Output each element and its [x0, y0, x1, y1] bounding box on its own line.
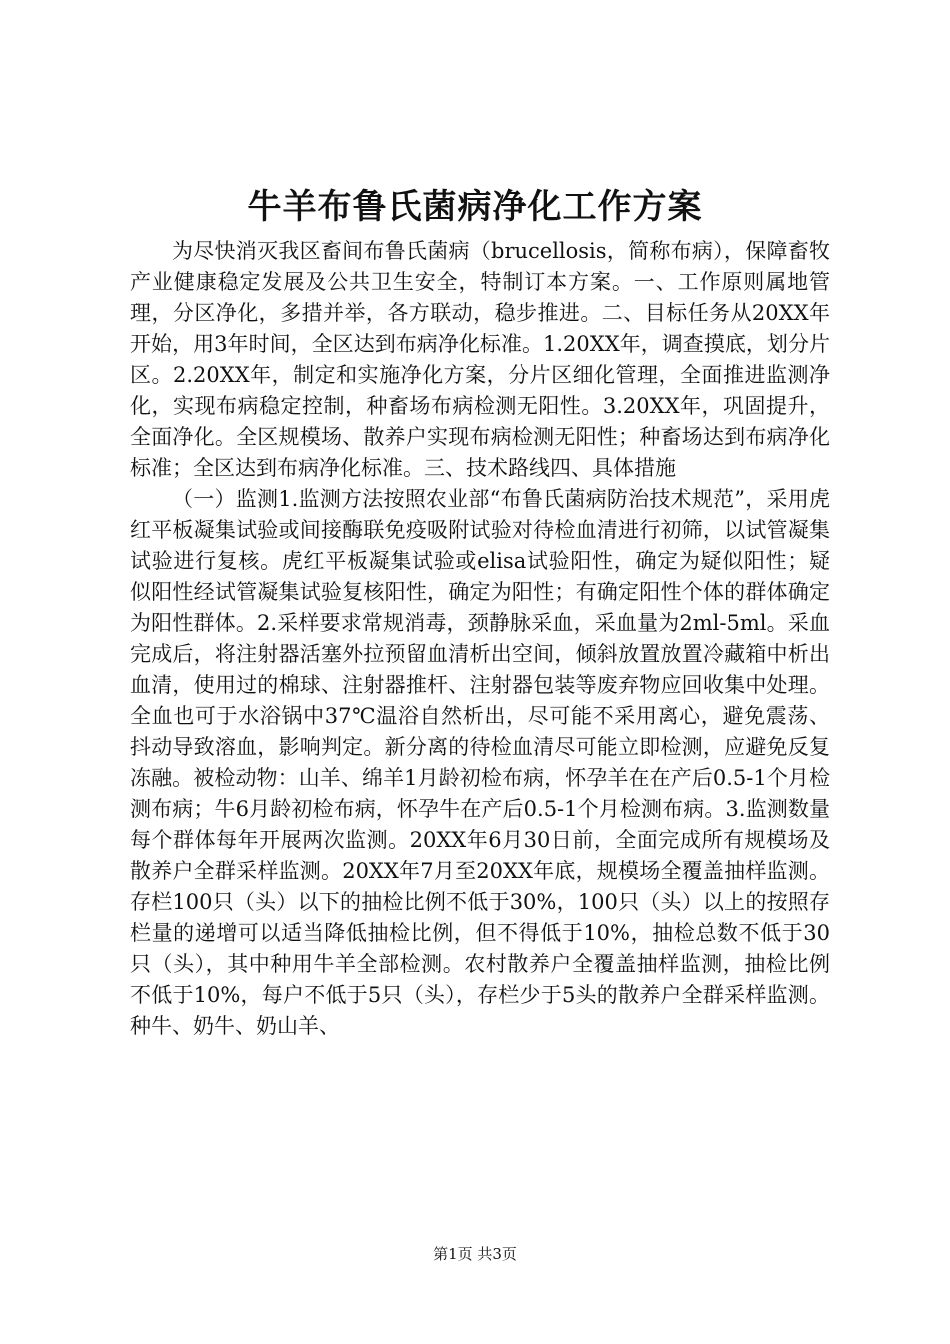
document-title: 牛羊布鲁氏菌病净化工作方案: [247, 187, 703, 227]
paragraph-intro: 为尽快消灭我区畜间布鲁氏菌病（brucellosis，简称布病），保障畜牧产业健康稳定发展及公共卫生安全，特制订本方案。一、工作原则属地管理，分区净化，多措并举，各方联动，稳步推进。二、目标任务从20XX年开始，用3年时间，全区达到布病净化标准。1.20XX年，调查摸底，划分片区。2.20XX年，制定和实施净化方案，分片区细化管理，全面推进监测净化，实现布病稳定控制，种畜场布病检测无阳性。3.20XX年，巩固提升，全面净化。全区规模场、散养户实现布病检测无阳性；种畜场达到布病净化标准；全区达到布病净化标准。三、技术路线四、具体措施: [130, 239, 830, 480]
paragraph-monitoring: （一）监测1.监测方法按照农业部“布鲁氏菌病防治技术规范”，采用虎红平板凝集试验或间接酶联免疫吸附试验对待检血清进行初筛，以试管凝集试验进行复核。虎红平板凝集试验或elisa试验阳性，确定为疑似阳性；疑似阳性经试管凝集试验复核阳性，确定为阳性；有确定阳性个体的群体确定为阳性群体。2.采样要求常规消毒，颈静脉采血，采血量为2ml-5ml。采血完成后，将注射器活塞外拉预留血清析出空间，倾斜放置放置冷藏箱中析出血清，使用过的棉球、注射器推杆、注射器包装等废弃物应回收集中处理。全血也可于水浴锅中37℃温浴自然析出，尽可能不采用离心，避免震荡、抖动导致溶血，影响判定。新分离的待检血清尽可能立即检测，应避免反复冻融。被检动物：山羊、绵羊1月龄初检布病，怀孕羊在在产后0.5-1个月检测布病；牛6月龄初检布病，怀孕牛在产后0.5-1个月检测布病。3.监测数量每个群体每年开展两次监测。20XX年6月30日前，全面完成所有规模场及散养户全群采样监测。20XX年7月至20XX年底，规模场全覆盖抽样监测。存栏100只（头）以下的抽检比例不低于30%，100只（头）以上的按照存栏量的递增可以适当降低抽检比例，但不得低于10%，抽检总数不低于30只（头），其中种用牛羊全部检测。农村散养户全覆盖抽样监测，抽检比例不低于10%，每户不低于5只（头），存栏少于5头的散养户全群采样监测。种牛、奶牛、奶山羊、: [130, 487, 830, 1038]
document-body: [130, 236, 830, 1042]
page-footer: 第1页 共3页: [433, 1245, 517, 1263]
